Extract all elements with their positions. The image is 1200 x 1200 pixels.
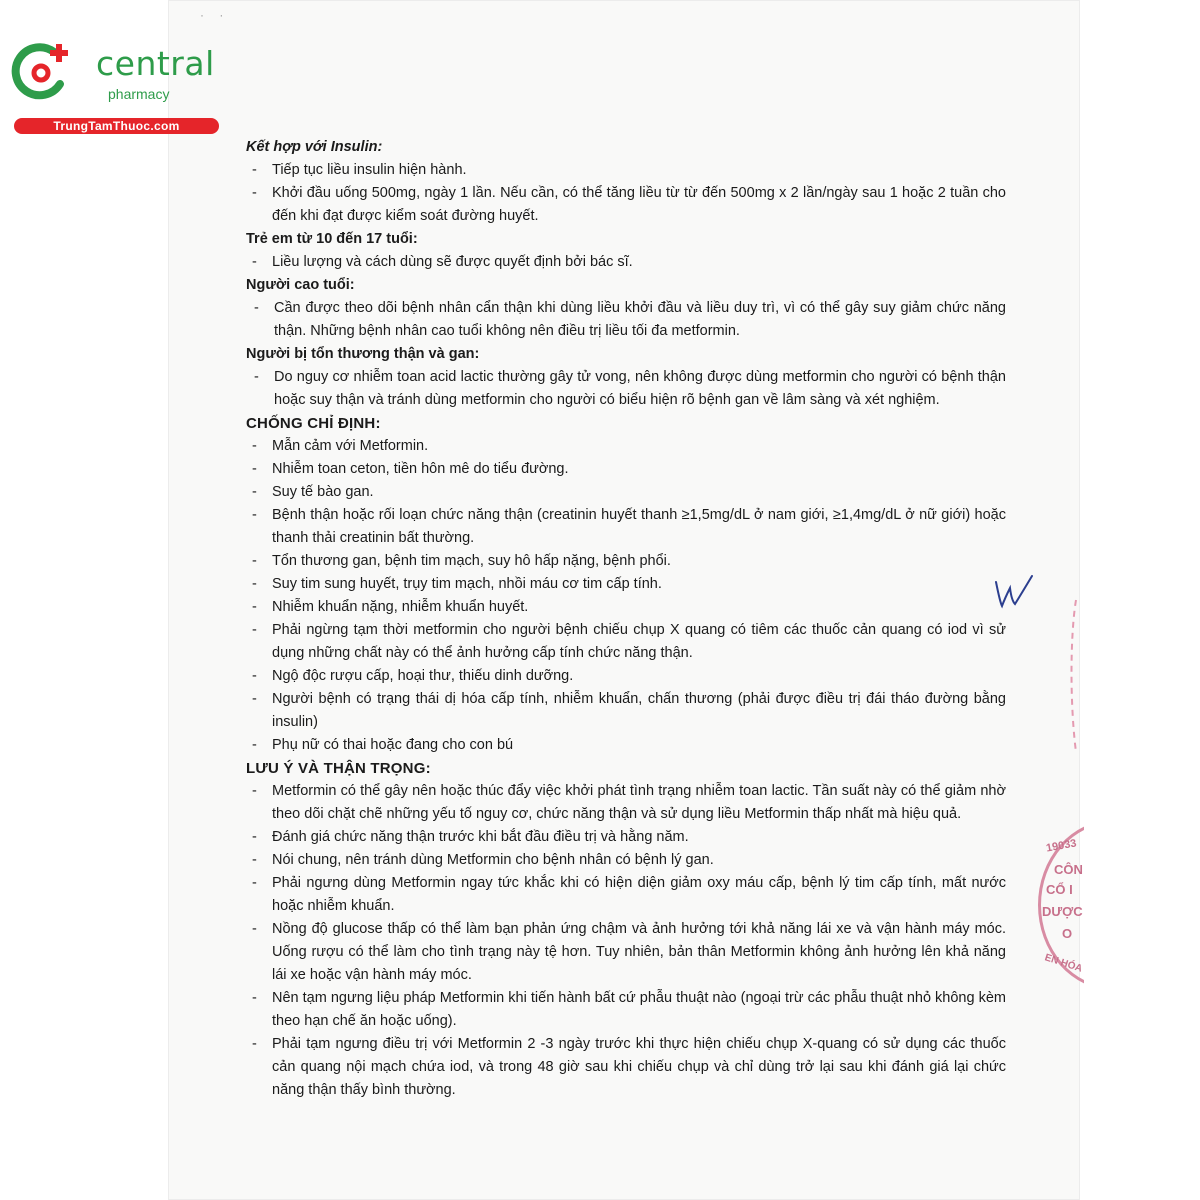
stamp-number: 19033 — [1045, 837, 1078, 855]
list-item: - Phải ngưng dùng Metformin ngay tức khắc khi có hiện diện giảm oxy máu cấp, bệnh lý tim cấp tính, mất nước hoặc nhiễm khuẩn. — [246, 872, 1006, 918]
list-item: - Nồng độ glucose thấp có thể làm bạn phản ứng chậm và ảnh hưởng tới khả năng lái xe và vận hành máy móc. Uống rượu có thể làm cho tình trạng này tệ hơn. Tuy nhiên, bản thân Metformin không ảnh hưởng lên khả năng lái xe hoặc vận hành máy móc. — [246, 918, 1006, 987]
section-heading-contraindications: CHỐNG CHỈ ĐỊNH: — [246, 415, 381, 432]
list-item: - Mẫn cảm với Metformin. — [246, 435, 1006, 458]
list-item: - Metformin có thể gây nên hoặc thúc đẩy việc khởi phát tình trạng nhiễm toan lactic. Tần suất này có thể giảm nhờ theo dõi chặt chẽ những yếu tố nguy cơ, chức năng thận và sử dụng liều Metformin thấp nhất mà hiệu quả. — [246, 780, 1006, 826]
stamp-line: CỔ I — [1046, 882, 1073, 897]
scan-noise: · · — [200, 8, 230, 22]
list-item: - Khởi đầu uống 500mg, ngày 1 lần. Nếu cần, có thể tăng liều từ từ đến 500mg x 2 lần/ngày sau 1 hoặc 2 tuần cho đến khi đạt được kiểm soát đường huyết. — [246, 182, 1006, 228]
list-item: - Phải ngừng tạm thời metformin cho người bệnh chiếu chụp X quang có tiêm các thuốc cản quang có iod vì sử dụng những chất này có thể ảnh hưởng cấp tính chức năng thận. — [246, 619, 1006, 665]
list-item: - Phụ nữ có thai hoặc đang cho con bú — [246, 734, 1006, 757]
list-item: - Nói chung, nên tránh dùng Metformin cho bệnh nhân có bệnh lý gan. — [246, 849, 1006, 872]
list-item: - Tổn thương gan, bệnh tim mạch, suy hô hấp nặng, bệnh phổi. — [246, 550, 1006, 573]
list-item: - Đánh giá chức năng thận trước khi bắt đầu điều trị và hằng năm. — [246, 826, 1006, 849]
company-stamp — [1038, 820, 1084, 990]
list-item: - Liều lượng và cách dùng sẽ được quyết định bởi bác sĩ. — [246, 251, 1006, 274]
section-heading-children: Trẻ em từ 10 đến 17 tuổi: — [246, 231, 418, 247]
list-item: - Do nguy cơ nhiễm toan acid lactic thường gây tử vong, nên không được dùng metformin cho người có bệnh thận hoặc suy thận và tránh dùng metformin cho người có biểu hiện rõ bệnh gan về lâm sàng và xét nghiệm. — [246, 366, 1006, 412]
list-item: - Bệnh thận hoặc rối loạn chức năng thận (creatinin huyết thanh ≥1,5mg/dL ở nam giới, ≥1,4mg/dL ở nữ giới) hoặc thanh thải creatinin bất thường. — [246, 504, 1006, 550]
list-item: - Ngộ độc rượu cấp, hoại thư, thiếu dinh dưỡng. — [246, 665, 1006, 688]
section-heading-precautions: LƯU Ý VÀ THẬN TRỌNG: — [246, 760, 431, 777]
section-heading-elderly: Người cao tuổi: — [246, 277, 355, 293]
central-pharmacy-logo-icon — [10, 40, 76, 106]
list-item: - Cần được theo dõi bệnh nhân cẩn thận khi dùng liều khởi đầu và liều duy trì, vì có thể gây suy giảm chức năng thận. Những bệnh nhân cao tuổi không nên điều trị liều tối đa metformin. — [246, 297, 1006, 343]
list-item: - Người bệnh có trạng thái dị hóa cấp tính, nhiễm khuẩn, chấn thương (phải được điều trị đái tháo đường bằng insulin) — [246, 688, 1006, 734]
brand-url[interactable]: TrungTamThuoc.com — [14, 118, 219, 134]
list-item: - Suy tim sung huyết, trụy tim mạch, nhồi máu cơ tim cấp tính. — [246, 573, 1006, 596]
section-heading-insulin: Kết hợp với Insulin: — [246, 139, 383, 155]
list-item: - Suy tế bào gan. — [246, 481, 1006, 504]
list-item: - Nhiễm toan ceton, tiền hôn mê do tiểu đường. — [246, 458, 1006, 481]
stamp-line: O — [1062, 926, 1073, 941]
brand-logo[interactable] — [10, 36, 215, 136]
stamp-fragment — [1062, 596, 1080, 756]
list-item: - Phải tạm ngưng điều trị với Metformin 2 -3 ngày trước khi thực hiện chiếu chụp X-quang có sử dụng các thuốc cản quang nội mạch chứa iod, và trong 48 giờ sau khi chiếu chụp và chỉ dùng trở lại sau khi đánh giá lại chức năng thận thấy bình thường. — [246, 1033, 1006, 1102]
list-item: - Tiếp tục liều insulin hiện hành. — [246, 159, 1006, 182]
stamp-bottom-text: EN HÓA — [1043, 952, 1084, 975]
list-item: - Nhiễm khuẩn nặng, nhiễm khuẩn huyết. — [246, 596, 1006, 619]
stamp-line: CÔN — [1054, 862, 1083, 877]
leaflet-text — [246, 136, 1006, 1102]
stamp-line: DƯỢC — [1042, 904, 1083, 919]
section-heading-renal-hepatic: Người bị tổn thương thận và gan: — [246, 346, 480, 362]
list-item: - Nên tạm ngưng liệu pháp Metformin khi tiến hành bất cứ phẫu thuật nào (ngoại trừ các phẫu thuật nhỏ không kèm theo hạn chế ăn hoặc uống). — [246, 987, 1006, 1033]
handwritten-initials — [992, 572, 1036, 612]
brand-tagline: pharmacy — [108, 86, 170, 102]
brand-name: central — [96, 44, 215, 83]
